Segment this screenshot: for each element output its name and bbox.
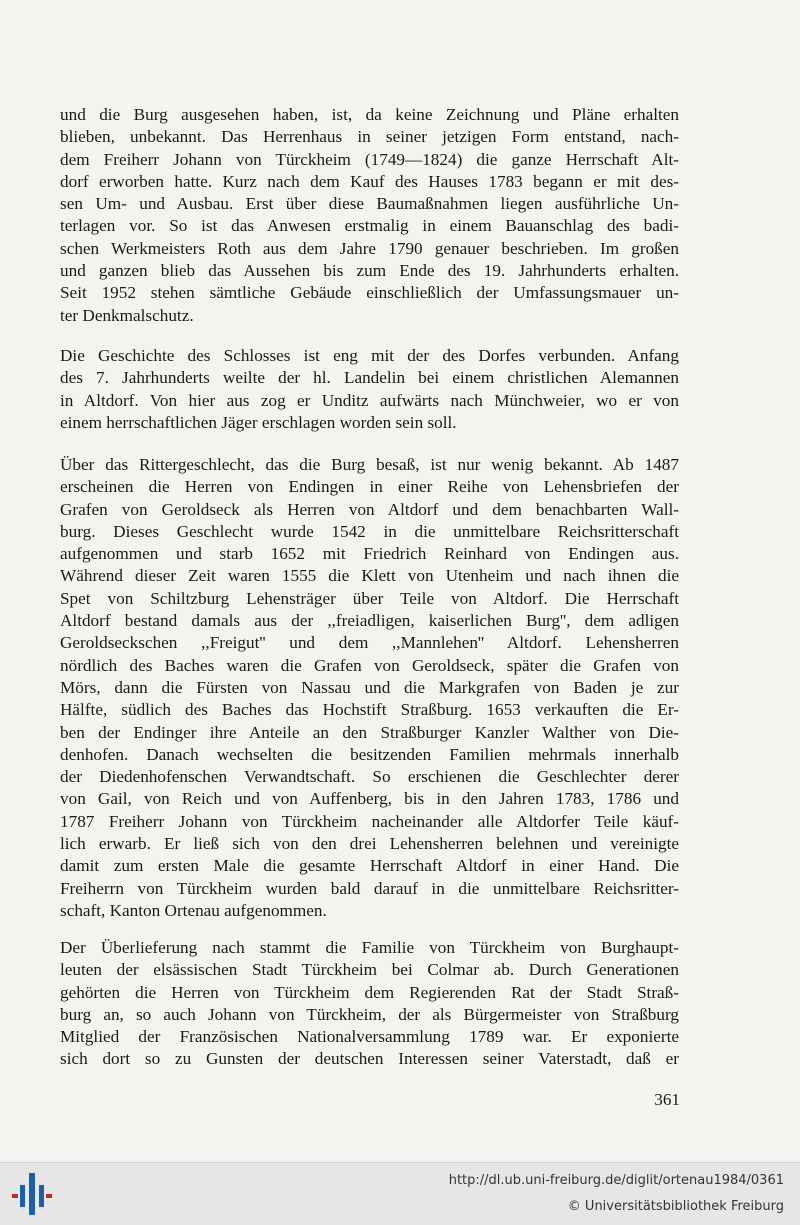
paragraph-1 bbox=[60, 104, 679, 327]
paragraph-4 bbox=[60, 937, 679, 1071]
text-line: 1787 Freiherr Johann von Türckheim nacheinander alle Altdorfer Teile käuf- bbox=[60, 811, 679, 831]
text-line: lich erwarb. Er ließ sich von den drei Lehensherren belehnen und vereinigte bbox=[60, 834, 679, 854]
text-line: und ganzen blieb das Aussehen bis zum Ende des 19. Jahrhunderts erhalten. bbox=[60, 261, 679, 281]
text-line: einem herrschaftlichen Jäger erschlagen worden sein soll. bbox=[60, 412, 457, 432]
text-line: Mitglied der Französischen Nationalversammlung 1789 war. Er exponierte bbox=[60, 1027, 679, 1047]
text-line: der Diedenhofenschen Verwandtschaft. So erschienen die Geschlechter derer bbox=[60, 767, 679, 787]
text-line: burg. Dieses Geschlecht wurde 1542 in die unmittelbare Reichsritterschaft bbox=[60, 521, 679, 541]
text-line: damit zum ersten Male die gesamte Herrschaft Altdorf in einer Hand. Die bbox=[60, 856, 679, 876]
source-url-link[interactable]: http://dl.ub.uni-freiburg.de/diglit/ortenau1984/0361 bbox=[448, 1173, 784, 1188]
text-line: und die Burg ausgesehen haben, ist, da keine Zeichnung und Pläne erhalten bbox=[60, 105, 679, 124]
footer-bar bbox=[0, 1162, 800, 1225]
text-line: Der Überlieferung nach stammt die Familie von Türckheim von Burghaupt- bbox=[60, 938, 679, 957]
page-number: 361 bbox=[654, 1090, 680, 1109]
text-line: schaft, Kanton Ortenau aufgenommen. bbox=[60, 900, 327, 920]
text-line: schen Werkmeisters Roth aus dem Jahre 1790 genauer beschrieben. Im großen bbox=[60, 238, 679, 258]
text-line: Spet von Schiltzburg Lehensträger über Teile von Altdorf. Die Herrschaft bbox=[60, 588, 679, 608]
text-line: Die Geschichte des Schlosses ist eng mit der des Dorfes verbunden. Anfang bbox=[60, 346, 679, 365]
paragraph-2 bbox=[60, 345, 679, 434]
text-line: Altdorf bestand damals aus der ,,freiadligen, kaiserlichen Burg'', dem adligen bbox=[60, 611, 679, 631]
text-line: Freiherrn von Türckheim wurden bald darauf in die unmittelbare Reichsritter- bbox=[60, 878, 679, 898]
text-line: Mörs, dann die Fürsten von Nassau und die Markgrafen von Baden je zur bbox=[60, 677, 679, 697]
text-line: burg an, so auch Johann von Türckheim, der als Bürgermeister von Straßburg bbox=[60, 1004, 679, 1024]
text-line: Über das Rittergeschlecht, das die Burg besaß, ist nur wenig bekannt. Ab 1487 bbox=[60, 455, 679, 474]
text-line: blieben, unbekannt. Das Herrenhaus in seiner jetzigen Form entstand, nach- bbox=[60, 127, 679, 147]
ub-freiburg-logo-icon bbox=[10, 1171, 54, 1217]
text-line: Während dieser Zeit waren 1555 die Klett von Utenheim und nach ihnen die bbox=[60, 566, 679, 586]
text-line: aufgenommen und starb 1652 mit Friedrich Reinhard von Endingen aus. bbox=[60, 544, 679, 564]
text-line: von Gail, von Reich und von Auffenberg, bis in den Jahren 1783, 1786 und bbox=[60, 789, 679, 809]
text-line: Seit 1952 stehen sämtliche Gebäude einschließlich der Umfassungsmauer un- bbox=[60, 283, 679, 303]
text-line: nördlich des Baches waren die Grafen von Geroldseck, später die Grafen von bbox=[60, 655, 679, 675]
text-line: dorf erworben hatte. Kurz nach dem Kauf des Hauses 1783 begann er mit des- bbox=[60, 171, 679, 191]
copyright-notice: © Universitätsbibliothek Freiburg bbox=[567, 1199, 784, 1214]
text-line: Geroldseckschen ,,Freigut'' und dem ,,Mannlehen'' Altdorf. Lehensherren bbox=[60, 633, 679, 653]
text-line: ter Denkmalschutz. bbox=[60, 305, 194, 325]
text-line: Grafen von Geroldseck als Herren von Altdorf und dem benachbarten Wall- bbox=[60, 499, 679, 519]
text-line: Hälfte, südlich des Baches das Hochstift Straßburg. 1653 verkauften die Er- bbox=[60, 700, 679, 720]
text-line: sen Um- und Ausbau. Erst über diese Baumaßnahmen liegen ausführliche Un- bbox=[60, 194, 679, 214]
text-line: leuten der elsässischen Stadt Türckheim bei Colmar ab. Durch Generationen bbox=[60, 960, 679, 980]
paragraph-3 bbox=[60, 454, 679, 922]
text-line: erscheinen die Herren von Endingen in einer Reihe von Lehensbriefen der bbox=[60, 477, 679, 497]
text-line: dem Freiherr Johann von Türckheim (1749—1824) die ganze Herrschaft Alt- bbox=[60, 149, 679, 169]
text-line: gehörten die Herren von Türckheim dem Regierenden Rat der Stadt Straß- bbox=[60, 982, 679, 1002]
text-line: sich dort so zu Gunsten der deutschen Interessen seiner Vaterstadt, daß er bbox=[60, 1049, 679, 1069]
text-line: in Altdorf. Von hier aus zog er Unditz aufwärts nach Münchweier, wo er von bbox=[60, 390, 679, 410]
text-line: terlagen vor. So ist das Anwesen erstmalig in einem Bauanschlag des badi- bbox=[60, 216, 679, 236]
text-line: ben der Endinger ihre Anteile an den Straßburger Kanzler Walther von Die- bbox=[60, 722, 679, 742]
text-line: des 7. Jahrhunderts weilte der hl. Landelin bei einem christlichen Alemannen bbox=[60, 368, 679, 388]
text-line: denhofen. Danach wechselten die besitzenden Familien mehrmals innerhalb bbox=[60, 744, 679, 764]
